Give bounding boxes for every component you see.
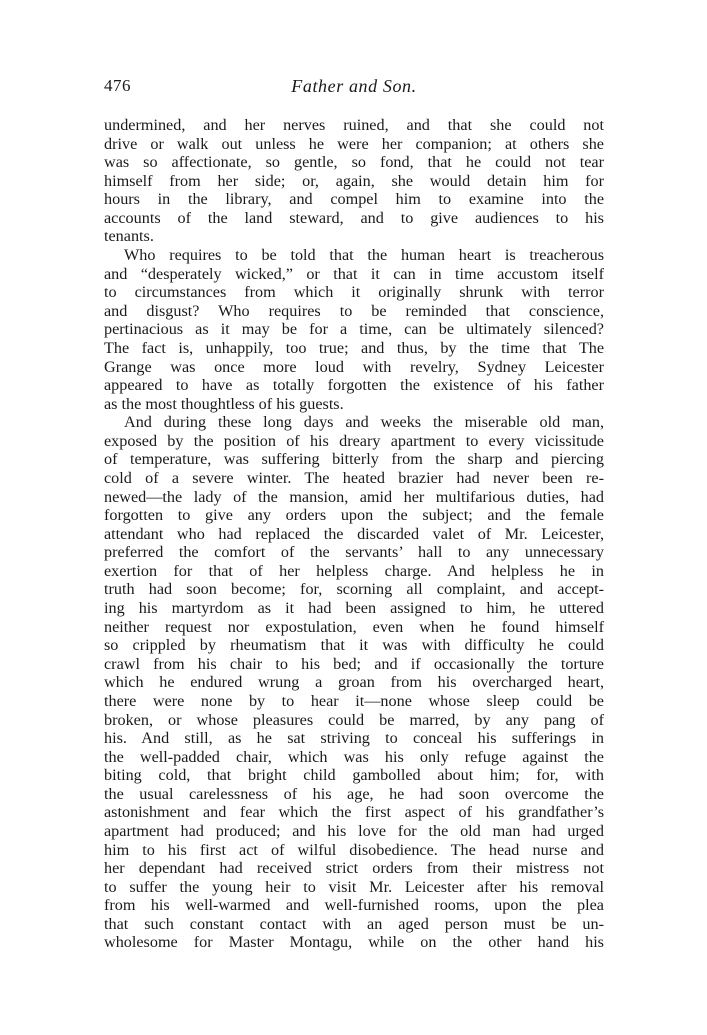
text-line: wholesome for Master Montagu, while on the other hand his	[104, 933, 604, 952]
text-line: his. And still, as he sat striving to conceal his sufferings in	[104, 729, 604, 748]
text-line: of temperature, was suffering bitterly from the sharp and piercing	[104, 450, 604, 469]
text-line: from his well-warmed and well-furnished rooms, upon the plea	[104, 896, 604, 915]
text-line: was so affectionate, so gentle, so fond, that he could not tear	[104, 153, 604, 172]
text-line: that such constant contact with an aged person must be un-	[104, 914, 604, 933]
text-line: appeared to have as totally forgotten the existence of his father	[104, 376, 604, 395]
text-line: which he endured wrung a groan from his overcharged heart,	[104, 673, 604, 692]
text-line: exertion for that of her helpless charge. And helpless he in	[104, 561, 604, 580]
text-line: and “desperately wicked,” or that it can in time accustom itself	[104, 264, 604, 283]
text-line: truth had soon become; for, scorning all complaint, and accept-	[104, 580, 604, 599]
text-line: preferred the comfort of the servants’ hall to any unnecessary	[104, 543, 604, 562]
running-title: Father and Son.	[291, 76, 417, 96]
text-line: attendant who had replaced the discarded valet of Mr. Leicester,	[104, 524, 604, 543]
text-line: hours in the library, and compel him to examine into the	[104, 190, 604, 209]
text-line: the usual carelessness of his age, he had soon overcome the	[104, 784, 604, 803]
text-line: drive or walk out unless he were her companion; at others she	[104, 134, 604, 153]
text-line: to circumstances from which it originally shrunk with terror	[104, 283, 604, 302]
text-line: to suffer the young heir to visit Mr. Leicester after his removal	[104, 877, 604, 896]
text-line: so crippled by rheumatism that it was with difficulty he could	[104, 636, 604, 655]
text-line: crawl from his chair to his bed; and if occasionally the torture	[104, 654, 604, 673]
text-line: forgotten to give any orders upon the subject; and the female	[104, 506, 604, 525]
text-line: cold of a severe winter. The heated brazier had never been re-	[104, 468, 604, 487]
text-line: the well-padded chair, which was his only refuge against the	[104, 747, 604, 766]
text-line: as the most thoughtless of his guests.	[104, 394, 344, 413]
text-line: ing his martyrdom as it had been assigned to him, he uttered	[104, 599, 604, 618]
text-line: himself from her side; or, again, she would detain him for	[104, 171, 604, 190]
text-line: him to his first act of wilful disobedience. The head nurse and	[104, 840, 604, 859]
body-text	[104, 116, 604, 952]
page-number: 476	[104, 76, 131, 95]
text-line: apartment had produced; and his love for the old man had urged	[104, 821, 604, 840]
text-line: tenants.	[104, 227, 154, 246]
text-line: pertinacious as it may be for a time, can be ultimately silenced?	[104, 320, 604, 339]
page-header	[104, 76, 604, 102]
text-line: her dependant had received strict orders from their mistress not	[104, 859, 604, 878]
text-line: there were none by to hear it—none whose sleep could be	[104, 691, 604, 710]
text-line: broken, or whose pleasures could be marred, by any pang of	[104, 710, 604, 729]
text-line: Grange was once more loud with revelry, Sydney Leicester	[104, 357, 604, 376]
text-line: The fact is, unhappily, too true; and thus, by the time that The	[104, 338, 604, 357]
text-line: accounts of the land steward, and to give audiences to his	[104, 208, 604, 227]
text-line: newed—the lady of the mansion, amid her multifarious duties, had	[104, 487, 604, 506]
text-line: astonishment and fear which the first aspect of his grandfather’s	[104, 803, 604, 822]
text-line: undermined, and her nerves ruined, and that she could not	[104, 116, 604, 134]
paragraph-start-line: Who requires to be told that the human heart is treacherous	[124, 246, 604, 265]
text-line: neither request nor expostulation, even when he found himself	[104, 617, 604, 636]
text-line: and disgust? Who requires to be reminded that conscience,	[104, 301, 604, 320]
paragraph-start-line: And during these long days and weeks the miserable old man,	[124, 413, 604, 432]
text-line: exposed by the position of his dreary apartment to every vicissitude	[104, 431, 604, 450]
text-line: biting cold, that bright child gambolled about him; for, with	[104, 766, 604, 785]
